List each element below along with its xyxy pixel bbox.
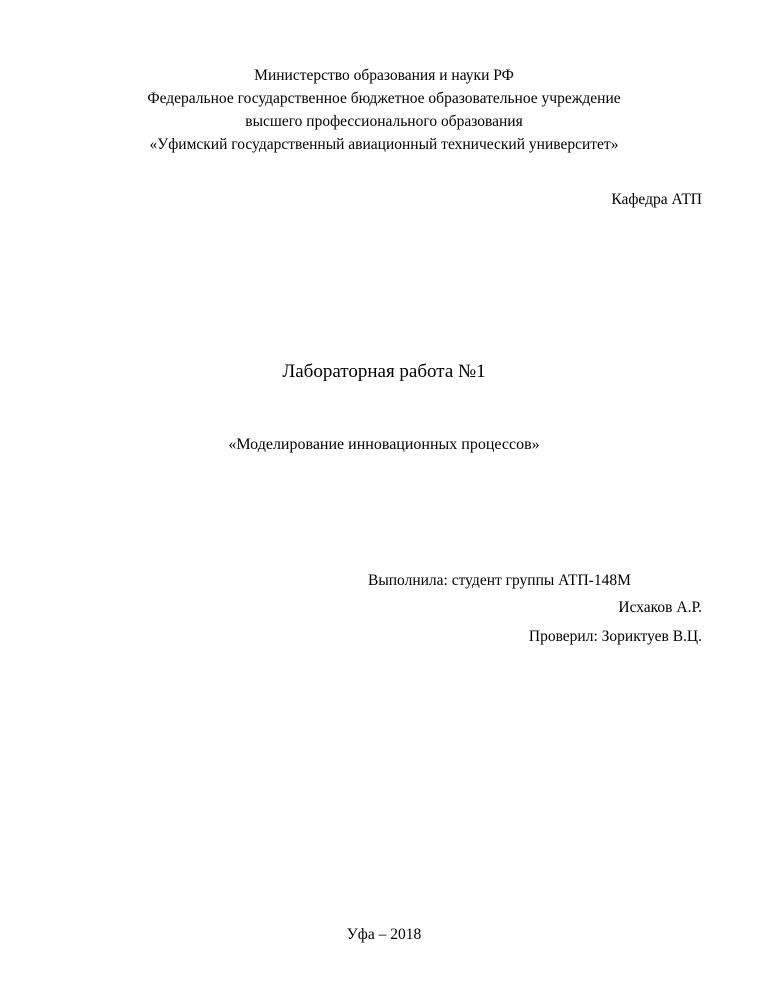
student-name: Исхаков А.Р. <box>618 599 702 616</box>
institution-type-line: Федеральное государственное бюджетное образовательное учреждение <box>147 90 621 107</box>
education-level-line: высшего профессионального образования <box>245 113 523 130</box>
checked-by-line: Проверил: Зориктуев В.Ц. <box>528 628 702 645</box>
work-title: Лабораторная работа №1 <box>282 361 486 382</box>
city-year: Уфа – 2018 <box>346 926 422 943</box>
ministry-line: Министерство образования и науки РФ <box>254 67 514 84</box>
performed-by-line: Выполнила: студент группы АТП-148М <box>368 572 631 589</box>
work-topic: «Моделирование инновационных процессов» <box>228 436 540 453</box>
university-name-line: «Уфимский государственный авиационный технический университет» <box>149 136 619 153</box>
department-label: Кафедра АТП <box>611 191 702 208</box>
